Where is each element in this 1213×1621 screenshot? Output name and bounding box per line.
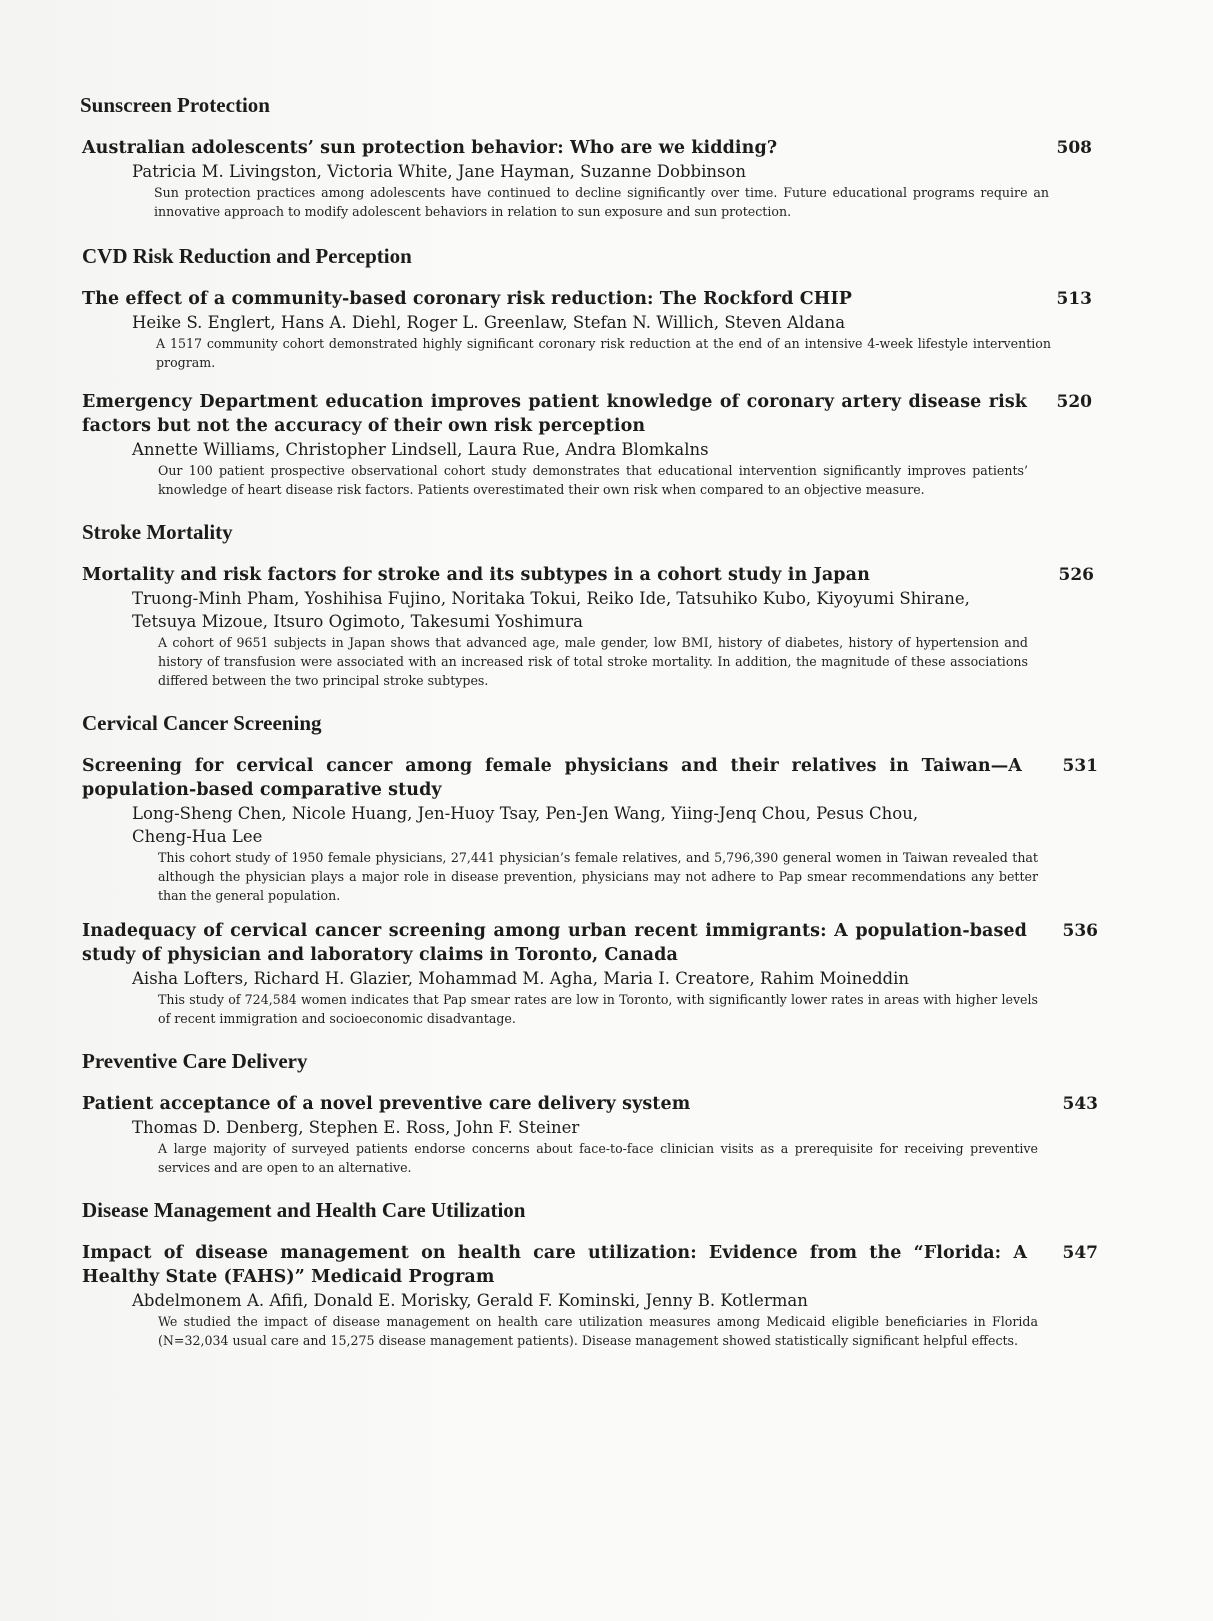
page-number: 513 bbox=[1056, 289, 1092, 309]
page-number: 543 bbox=[1062, 1094, 1098, 1114]
article-authors: Thomas D. Denberg, Stephen E. Ross, John F. Steiner bbox=[132, 1118, 580, 1137]
article-summary: Sun protection practices among adolescents have continued to decline significantly over time. Future educational programs require an innovative approach to modify adolescent behaviors in relation to sun exposure and sun protection. bbox=[154, 185, 1049, 219]
toc-entry[interactable] bbox=[82, 919, 1132, 1028]
page-number: 547 bbox=[1062, 1243, 1098, 1263]
article-summary: This study of 724,584 women indicates that Pap smear rates are low in Toronto, with significantly lower rates in areas with higher levels of recent immigration and socioeconomic disadvantage. bbox=[158, 992, 1038, 1026]
toc-entry[interactable] bbox=[82, 390, 1132, 499]
toc-entry[interactable] bbox=[82, 1092, 1132, 1177]
toc-entry[interactable] bbox=[82, 287, 1132, 372]
toc-section bbox=[82, 1048, 1132, 1177]
article-summary: A large majority of surveyed patients endorse concerns about face-to-face clinician visits as a prerequisite for receiving preventive services and are open to an alternative. bbox=[158, 1141, 1038, 1175]
page-number: 531 bbox=[1062, 756, 1098, 776]
article-summary: A cohort of 9651 subjects in Japan shows that advanced age, male gender, low BMI, history of diabetes, history of hypertension and history of transfusion were associated with an increased risk of total stroke mortality. In addition, the magnitude of these associations differed between the two principal stroke subtypes. bbox=[158, 635, 1028, 688]
section-heading: Preventive Care Delivery bbox=[82, 1049, 308, 1073]
section-heading: Disease Management and Health Care Utilization bbox=[82, 1198, 526, 1222]
toc-section bbox=[82, 519, 1132, 690]
article-title[interactable]: Australian adolescents’ sun protection behavior: Who are we kidding? bbox=[82, 138, 778, 158]
article-summary: We studied the impact of disease management on health care utilization measures among Medicaid eligible beneficiaries in Florida (N=32,034 usual care and 15,275 disease management patients). Disease management showed statistically significant helpful effects. bbox=[158, 1314, 1038, 1348]
toc-section bbox=[82, 1197, 1132, 1350]
article-authors: Truong-Minh Pham, Yoshihisa Fujino, Noritaka Tokui, Reiko Ide, Tatsuhiko Kubo, Kiyoyumi Shirane, Tetsuya Mizoue, Itsuro Ogimoto, Takesumi Yoshimura bbox=[132, 589, 970, 631]
table-of-contents bbox=[82, 92, 1132, 1366]
page-number: 536 bbox=[1062, 921, 1098, 941]
page-number: 508 bbox=[1056, 138, 1092, 158]
article-authors: Aisha Lofters, Richard H. Glazier, Mohammad M. Agha, Maria I. Creatore, Rahim Moineddin bbox=[132, 969, 909, 988]
section-heading: CVD Risk Reduction and Perception bbox=[82, 244, 412, 268]
article-summary: A 1517 community cohort demonstrated highly significant coronary risk reduction at the end of an intensive 4-week lifestyle intervention program. bbox=[156, 336, 1051, 370]
toc-section bbox=[82, 710, 1132, 1028]
article-title[interactable]: Patient acceptance of a novel preventive care delivery system bbox=[82, 1094, 691, 1114]
page-number: 520 bbox=[1056, 392, 1092, 412]
article-authors: Abdelmonem A. Afifi, Donald E. Morisky, Gerald F. Kominski, Jenny B. Kotlerman bbox=[132, 1291, 808, 1310]
page-number: 526 bbox=[1058, 565, 1094, 585]
toc-section bbox=[82, 243, 1132, 499]
article-title[interactable]: Impact of disease management on health care utilization: Evidence from the “Florida: A Healthy State (FAHS)” Medicaid Program bbox=[82, 1243, 1027, 1287]
article-title[interactable]: Inadequacy of cervical cancer screening among urban recent immigrants: A population-based study of physician and laboratory claims in Toronto, Canada bbox=[82, 921, 1027, 965]
toc-entry[interactable] bbox=[82, 754, 1132, 905]
article-authors: Annette Williams, Christopher Lindsell, Laura Rue, Andra Blomkalns bbox=[132, 440, 709, 459]
section-heading: Sunscreen Protection bbox=[80, 93, 270, 117]
section-heading: Stroke Mortality bbox=[82, 520, 233, 544]
toc-entry[interactable] bbox=[82, 136, 1132, 221]
toc-entry[interactable] bbox=[82, 1241, 1132, 1350]
article-authors: Heike S. Englert, Hans A. Diehl, Roger L. Greenlaw, Stefan N. Willich, Steven Aldana bbox=[132, 313, 846, 332]
article-summary: Our 100 patient prospective observational cohort study demonstrates that educational intervention significantly improves patients’ knowledge of heart disease risk factors. Patients overestimated their own risk when compared to an objective measure. bbox=[158, 463, 1028, 497]
article-title[interactable]: Mortality and risk factors for stroke and its subtypes in a cohort study in Japan bbox=[82, 565, 870, 585]
article-summary: This cohort study of 1950 female physicians, 27,441 physician’s female relatives, and 5,796,390 general women in Taiwan revealed that although the physician plays a major role in disease prevention, physicians may not adhere to Pap smear recommendations any better than the general population. bbox=[158, 850, 1038, 903]
article-authors: Long-Sheng Chen, Nicole Huang, Jen-Huoy Tsay, Pen-Jen Wang, Yiing-Jenq Chou, Pesus Chou, Cheng-Hua Lee bbox=[132, 804, 919, 846]
toc-entry[interactable] bbox=[82, 563, 1132, 690]
article-title[interactable]: Screening for cervical cancer among female physicians and their relatives in Taiwan—A population-based comparative study bbox=[82, 756, 1022, 800]
article-authors: Patricia M. Livingston, Victoria White, Jane Hayman, Suzanne Dobbinson bbox=[132, 162, 747, 181]
section-heading: Cervical Cancer Screening bbox=[82, 711, 322, 735]
article-title[interactable]: The effect of a community-based coronary risk reduction: The Rockford CHIP bbox=[82, 289, 852, 309]
toc-section bbox=[82, 92, 1132, 221]
article-title[interactable]: Emergency Department education improves patient knowledge of coronary artery disease risk factors but not the accuracy of their own risk perception bbox=[82, 392, 1027, 436]
